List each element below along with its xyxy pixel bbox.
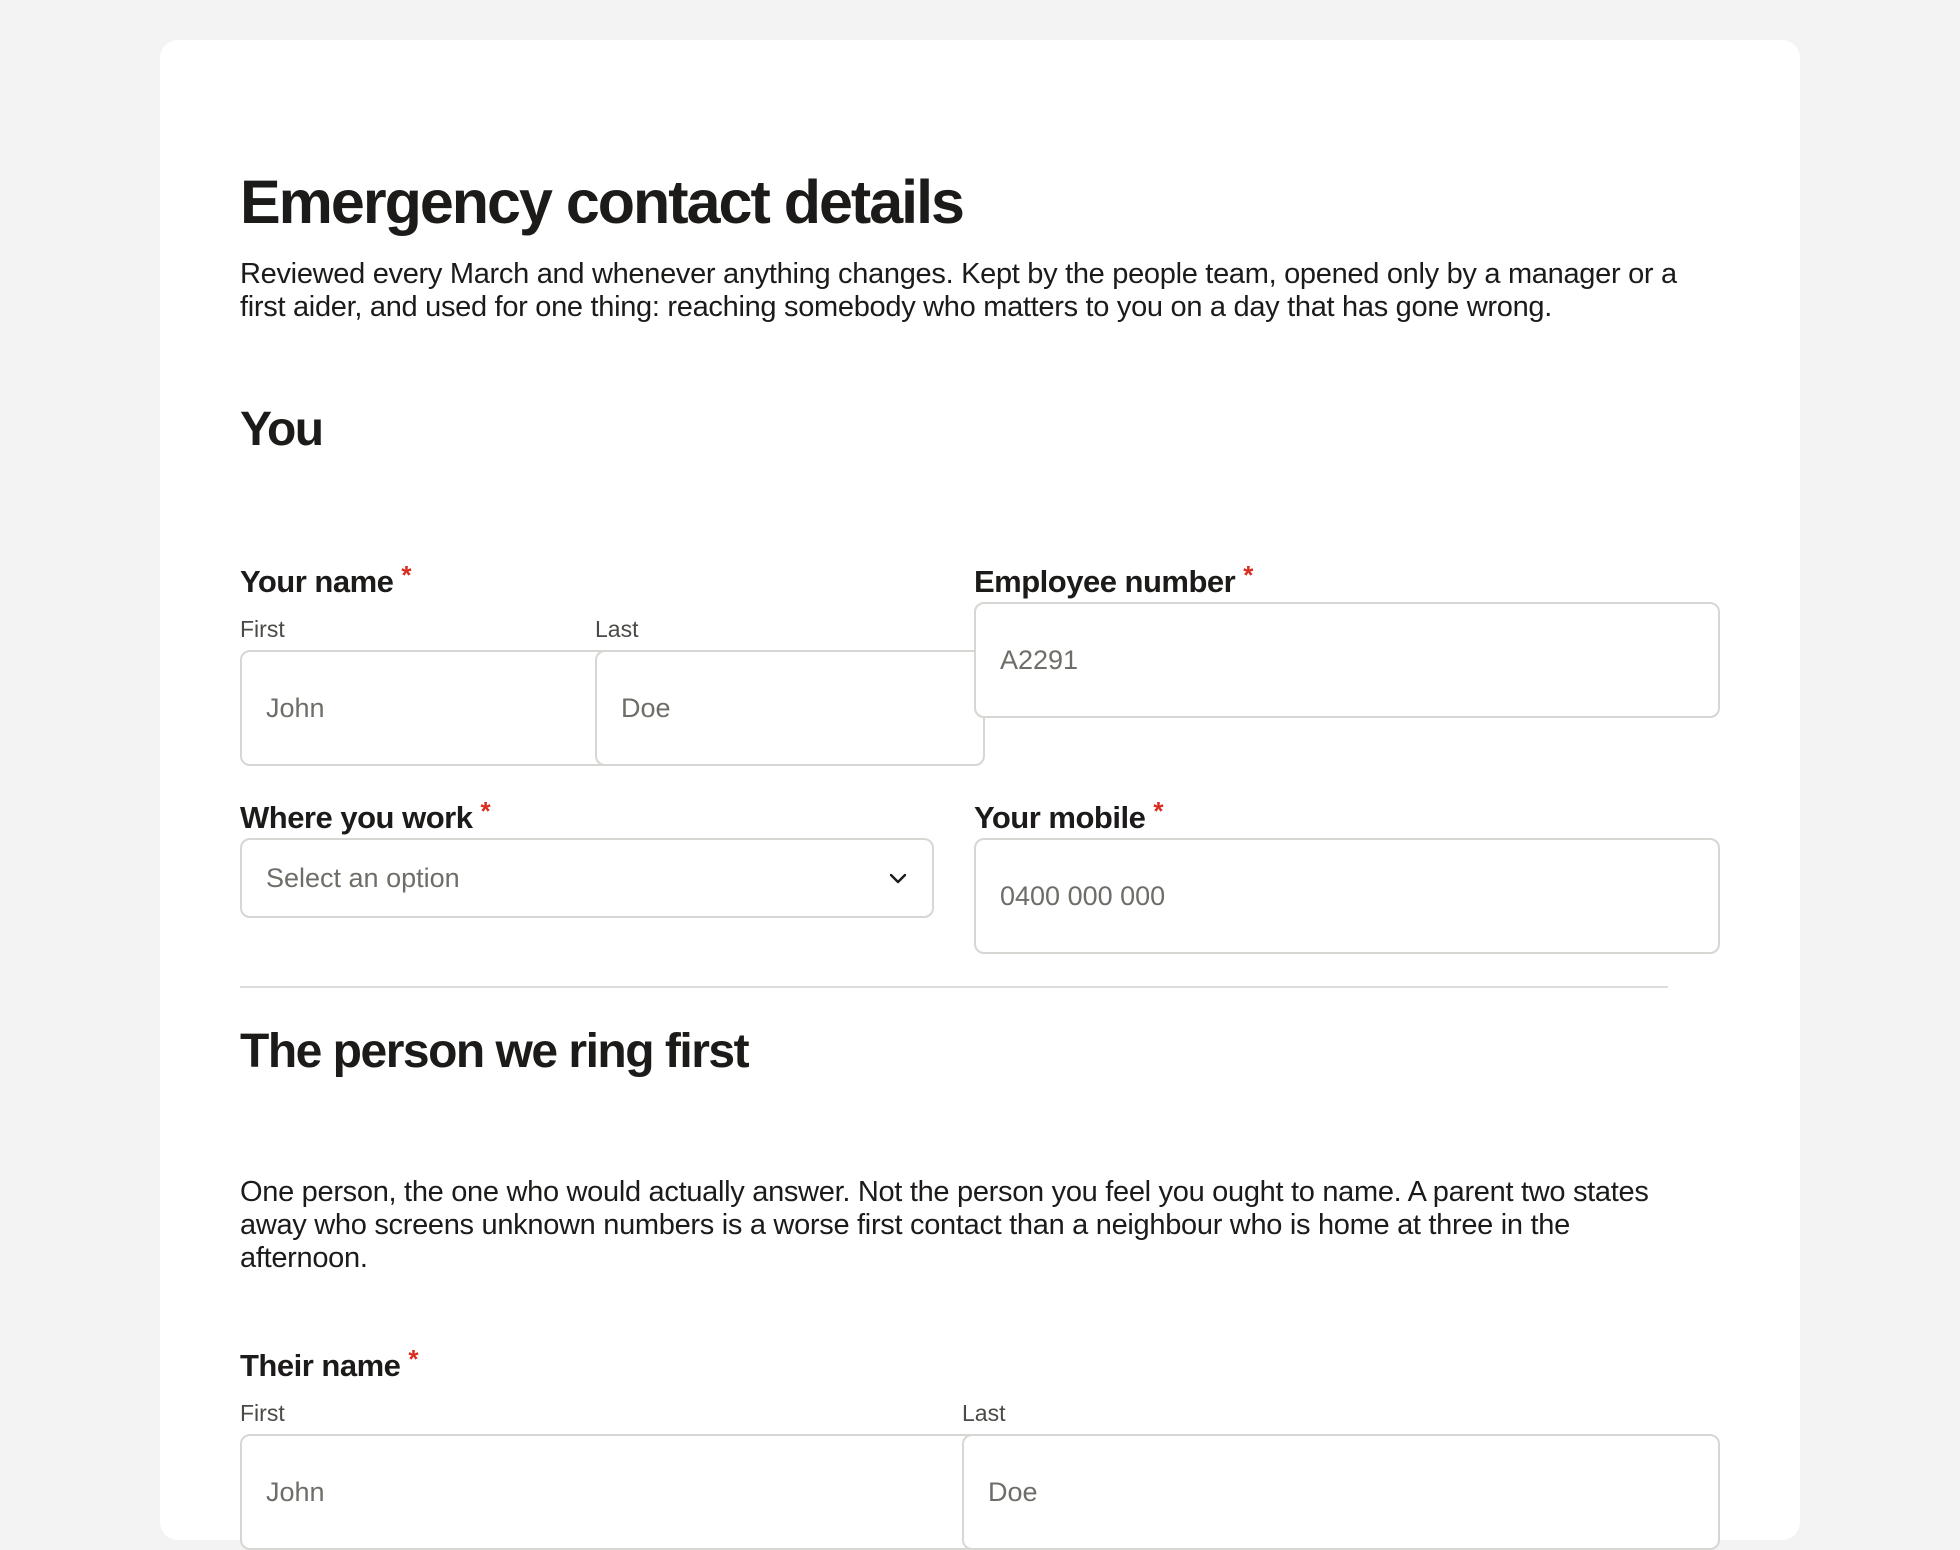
required-marker: * <box>1243 560 1253 590</box>
your-first-name-label: First <box>240 616 285 642</box>
where-you-work-label: Where you work * <box>240 796 491 835</box>
their-first-name-input[interactable] <box>240 1434 1000 1550</box>
your-name-label: Your name * <box>240 560 412 599</box>
required-marker: * <box>480 796 491 826</box>
your-first-name-input[interactable] <box>240 650 630 766</box>
required-marker: * <box>1153 796 1163 826</box>
page-title: Emergency contact details <box>240 168 963 236</box>
person-intro-text: One person, the one who would actually answer. Not the person you feel you ought to name. A parent two states away who screens unknown numbers is a worse first contact than a neighbour who is home at three in the afternoon. <box>240 1176 1649 1274</box>
where-you-work-select[interactable] <box>240 838 934 918</box>
their-first-name-label: First <box>240 1400 285 1426</box>
your-mobile-input[interactable] <box>974 838 1720 954</box>
required-marker: * <box>408 1344 419 1374</box>
your-mobile-label: Your mobile * <box>974 796 1163 835</box>
employee-number-label: Employee number * <box>974 560 1253 599</box>
chevron-down-icon <box>888 868 908 888</box>
intro-text: Reviewed every March and whenever anything changes. Kept by the people team, opened only by a manager or a first aider, and used for one thing: reaching somebody who matters to you on a day that has gone wrong. <box>240 258 1677 323</box>
where-you-work-selected: Select an option <box>266 862 460 893</box>
form-card <box>160 40 1800 1540</box>
your-last-name-label: Last <box>595 616 639 642</box>
section-heading-you: You <box>240 403 323 456</box>
section-divider <box>240 986 1668 988</box>
your-last-name-input[interactable] <box>595 650 985 766</box>
required-marker: * <box>401 560 412 590</box>
their-name-label: Their name * <box>240 1344 419 1383</box>
their-last-name-label: Last <box>962 1400 1006 1426</box>
employee-number-input[interactable] <box>974 602 1720 718</box>
section-heading-person: The person we ring first <box>240 1025 749 1078</box>
their-last-name-input[interactable] <box>962 1434 1720 1550</box>
